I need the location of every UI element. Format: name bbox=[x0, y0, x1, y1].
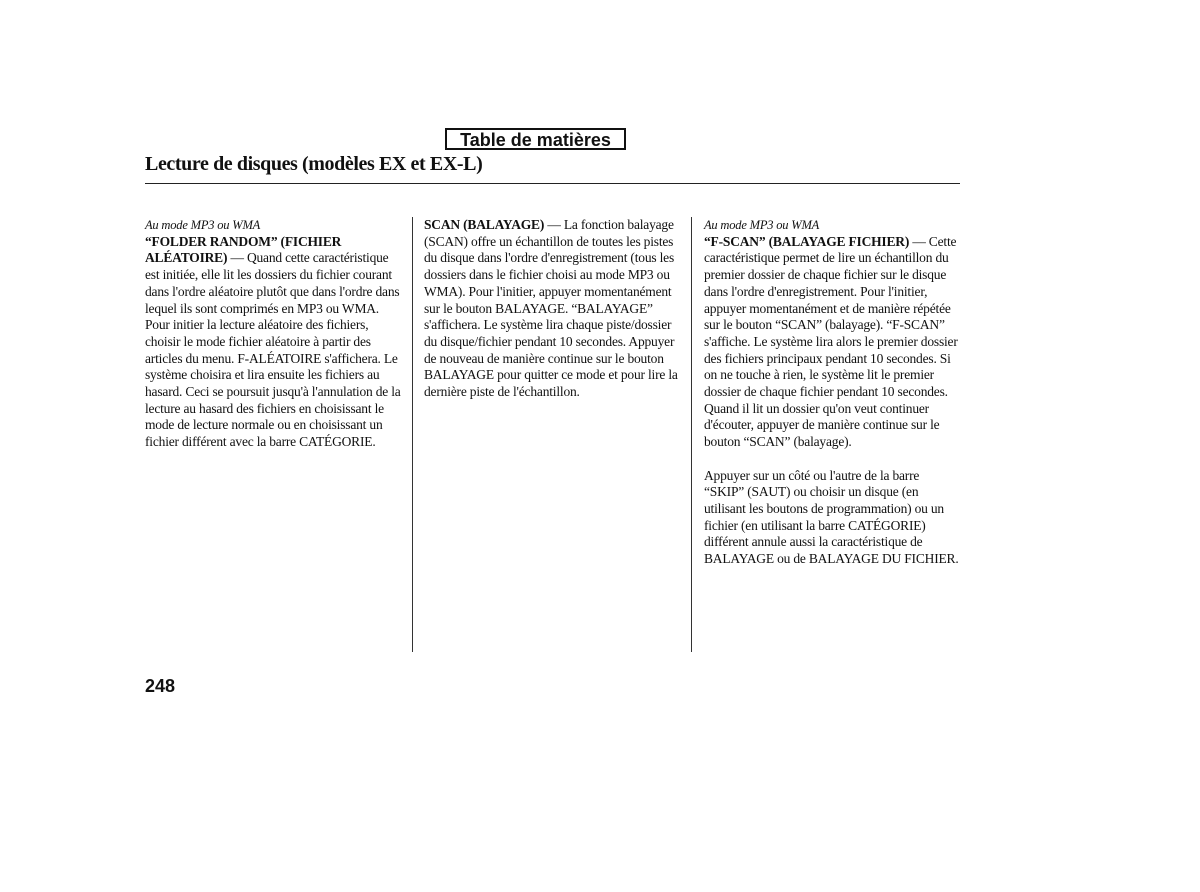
mode-caption: Au mode MP3 ou WMA bbox=[145, 218, 261, 232]
title-divider bbox=[145, 183, 960, 184]
column-divider bbox=[412, 217, 413, 652]
column-scan bbox=[424, 217, 679, 401]
f-scan-text: Cette caractéristique permet de lire un échantillon du premier dossier de chaque fichier sur le disque dans l'ordre d'enregistrement. Pour l'initier, appuyer momentanément et de manière répétée sur le bouton “SCAN” (balayage). “F-SCAN” s'affiche. Le système lira alors le premier dossier des fichiers principaux pendant 10 secondes. Si on ne touche à rien, le système lit le premier dossier de chaque fichier pendant 10 secondes. Quand il lit un dossier qu'on veut continuer d'écouter, appuyer de manière continue sur le bouton “SCAN” (balayage). bbox=[704, 233, 958, 450]
em-dash: — bbox=[544, 217, 564, 232]
column-folder-random bbox=[145, 217, 403, 451]
skip-paragraph: Appuyer sur un côté ou l'autre de la barre “SKIP” (SAUT) ou choisir un disque (en utilisant les boutons de programmation) ou un fichier (en utilisant la barre CATÉGORIE) différent annule aussi la caractéristique de BALAYAGE ou de BALAYAGE DU FICHIER. bbox=[704, 467, 959, 567]
folder-random-heading: “FOLDER RANDOM” (FICHIER ALÉATOIRE) bbox=[145, 233, 342, 266]
folder-random-text: Quand cette caractéristique est initiée, elle lit les dossiers du fichier courant dans l'ordre aléatoire plutôt que dans l'ordre dans lequel ils sont comprimés en MP3 ou WMA. Pour initier la lecture aléatoire des fichiers, choisir le mode fichier aléatoire à partir des articles du menu. F-ALÉATOIRE s'affichera. Le système choisira et lira ensuite les fichiers au hasard. Ceci se poursuit jusqu'à l'annulation de la lecture au hasard des fichiers en choisissant le mode de lecture normale ou en choisissant un fichier différent avec la barre CATÉGORIE. bbox=[145, 250, 401, 450]
scan-heading: SCAN (BALAYAGE) bbox=[424, 217, 545, 232]
scan-paragraph bbox=[424, 217, 679, 401]
em-dash: — bbox=[909, 233, 929, 249]
f-scan-heading: “F-SCAN” (BALAYAGE FICHIER) bbox=[704, 233, 910, 249]
column-f-scan bbox=[704, 217, 962, 568]
f-scan-paragraph bbox=[704, 234, 962, 451]
column-divider bbox=[691, 217, 692, 652]
folder-random-paragraph bbox=[145, 234, 403, 451]
scan-text: La fonction balayage (SCAN) offre un échantillon de toutes les pistes du disque dans l'ordre d'enregistrement (tous les dossiers dans le fichier choisi au mode MP3 ou WMA). Pour l'initier, appuyer momentanément sur le bouton BALAYAGE. “BALAYAGE” s'affichera. Le système lira chaque piste/dossier du disque/fichier pendant 10 secondes. Appuyer de nouveau de manière continue sur le bouton BALAYAGE pour quitter ce mode et pour lire la dernière piste de l'échantillon. bbox=[424, 217, 678, 400]
page-number: 248 bbox=[145, 676, 176, 696]
mode-caption: Au mode MP3 ou WMA bbox=[704, 218, 820, 232]
paragraph-spacer bbox=[704, 451, 962, 468]
page-title: Lecture de disques (modèles EX et EX-L) bbox=[145, 153, 483, 175]
em-dash: — bbox=[227, 250, 247, 266]
table-of-contents-button[interactable]: Table de matières bbox=[445, 128, 626, 150]
